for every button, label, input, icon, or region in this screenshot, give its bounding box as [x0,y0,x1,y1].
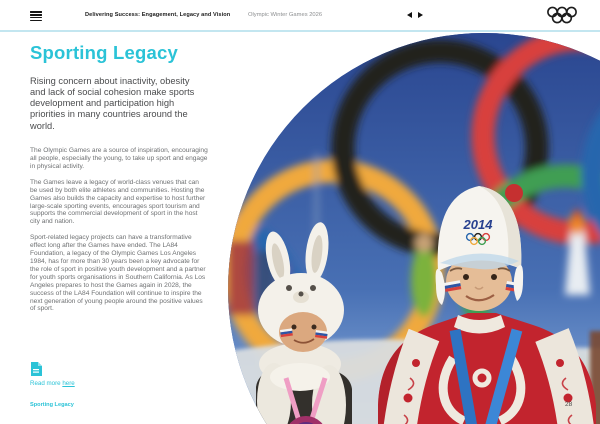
document-subtitle: Olympic Winter Games 2026 [248,12,323,18]
intro-paragraph: Rising concern about inactivity, obesity and lack of social cohesion make sports development and participation high priorities in many countries around the world. [30,75,195,131]
read-more [30,380,75,387]
page-title: Sporting Legacy [30,42,178,63]
body-paragraph: The Games leave a legacy of world-class venues that can be used by both elite athletes and communities. Hosting the Games also builds the capacity and expertise to host further large-scale sporting events, encourages sport tourism and supports the commercial development of sport in the host city and nation. [30,178,206,226]
document-icon[interactable] [30,362,42,381]
hero-image [228,33,600,424]
body-paragraph: Sport-related legacy projects can have a transformative effect long after the Games have ended. The LA84 Foundation, a legacy of the Olympic Games Los Angeles 1984, has for more than 30 years been a key advocate for the role of sport in positive youth development and a partner for youth sports organisations in Southern California. As Los Angeles prepares to host the Games again in 2028, the success of the LA84 Foundation will continue to inspire the next generation of young people around the positive values of sport. [30,234,206,313]
next-page-icon[interactable] [418,12,423,18]
document-title: Delivering Success: Engagement, Legacy and Vision [85,12,231,18]
body-copy [30,147,220,313]
footer-section-label: Sporting Legacy [30,402,74,408]
hat-logo-text: 2014 [463,217,493,232]
previous-page-icon[interactable] [407,12,412,18]
olympic-rings-logo-icon [546,6,578,30]
page-number: 28 [565,401,573,408]
menu-icon[interactable] [30,11,42,22]
read-more-prefix: Read more [30,380,63,387]
content-column [30,44,220,321]
body-paragraph: The Olympic Games are a source of inspiration, encouraging all people, especially the young, to take up sport and engage in physical activity. [30,147,208,170]
read-more-link[interactable]: here [62,380,75,387]
header-divider [0,30,600,32]
